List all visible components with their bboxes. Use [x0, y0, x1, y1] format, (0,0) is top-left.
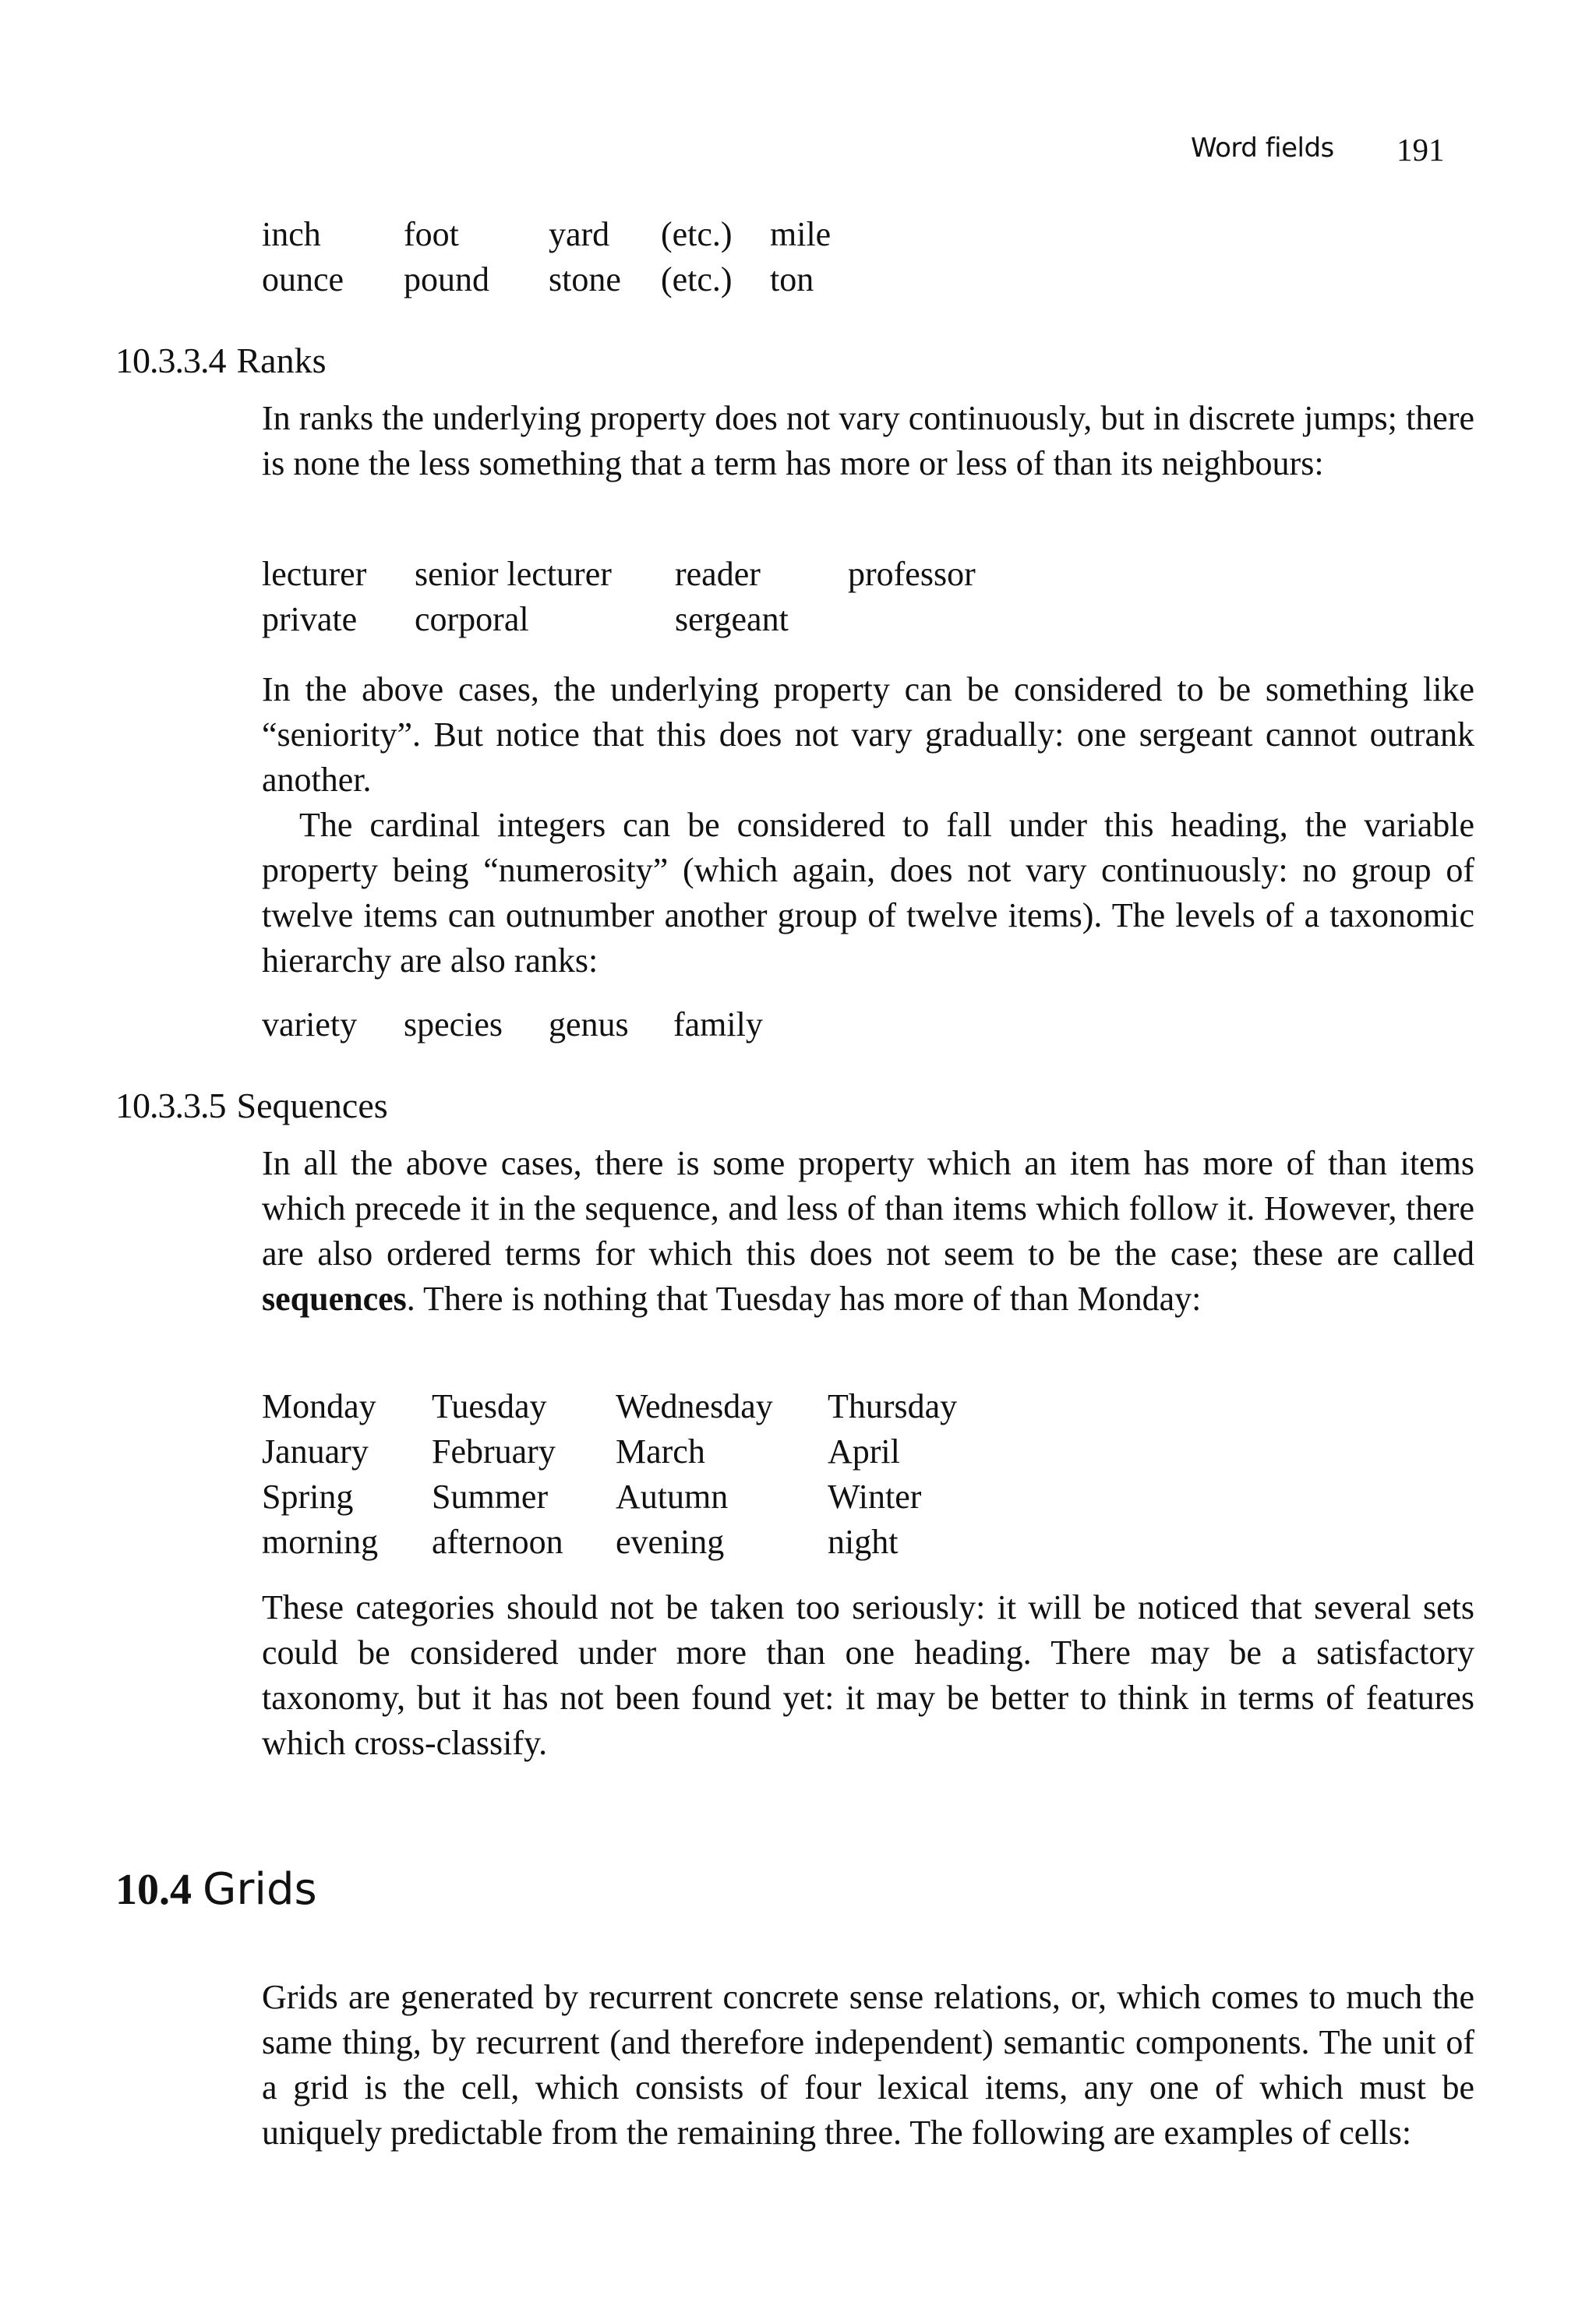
section-number: 10.4	[115, 1866, 192, 1914]
ranks-paragraph-3: The cardinal integers can be considered to fall under this heading, the variable property being “numerosity” (which again, does not vary continuously: no group of twelve items can outnumber another group of twelve items). The levels of a taxonomic hierarchy are also ranks:	[262, 806, 1474, 980]
list-item: evening	[616, 1523, 725, 1561]
list-item: species	[404, 1005, 503, 1044]
list-item: ounce	[262, 260, 344, 298]
list-item: Summer	[432, 1478, 549, 1516]
section-title: Grids	[203, 1864, 317, 1915]
list-item: senior lecturer	[415, 555, 612, 593]
list-item: March	[616, 1432, 705, 1471]
subsection-number: 10.3.3.4	[115, 341, 226, 380]
list-item: morning	[262, 1523, 379, 1561]
list-item: foot	[404, 215, 459, 253]
list-item: variety	[262, 1005, 358, 1044]
list-item: genus	[549, 1005, 629, 1044]
list-item: (etc.)	[661, 215, 733, 253]
subsection-title: Sequences	[236, 1086, 388, 1125]
section-heading-grids	[115, 1864, 317, 1915]
sequences-text: . There is nothing that Tuesday has more of than Monday:	[406, 1280, 1202, 1318]
sequences-text: In all the above cases, there is some property which an item has more of than items which precede it in the sequence, and less of than items which follow it. However, there are also ordered terms for which this does not seem to be the case; these are called	[262, 1144, 1474, 1273]
list-item: Monday	[262, 1387, 376, 1425]
list-item: Thursday	[828, 1387, 958, 1425]
list-item: April	[828, 1432, 900, 1471]
list-item: yard	[549, 215, 610, 253]
sequences-paragraph-1	[262, 1141, 1474, 1322]
list-item: February	[432, 1432, 556, 1471]
list-item: night	[828, 1523, 899, 1561]
list-item: Tuesday	[432, 1387, 547, 1425]
list-item: family	[673, 1005, 763, 1044]
subsection-number: 10.3.3.5	[115, 1086, 226, 1125]
subsection-heading-ranks	[115, 340, 327, 381]
list-item: private	[262, 600, 358, 638]
list-item: ton	[770, 260, 814, 298]
list-item: inch	[262, 215, 321, 253]
subsection-title: Ranks	[236, 341, 327, 380]
list-item: stone	[549, 260, 621, 298]
list-item: lecturer	[262, 555, 367, 593]
sequences-paragraph-2: These categories should not be taken too seriously: it will be noticed that several sets could be considered under more than one heading. There may be a satisfactory taxonomy, but it has not been found yet: it may be better to think in terms of features which cross-classify.	[262, 1588, 1474, 1762]
ranks-paragraph-2: In the above cases, the underlying property can be considered to be something like “seniority”. But notice that this does not vary gradually: one sergeant cannot outrank another.	[262, 670, 1474, 799]
list-item: (etc.)	[661, 260, 733, 298]
ranks-paragraph-1: In ranks the underlying property does not vary continuously, but in discrete jumps; there is none the less something that a term has more or less of than its neighbours:	[262, 399, 1474, 482]
list-item: professor	[848, 555, 976, 593]
running-title: Word fields	[1191, 132, 1334, 164]
list-item: afternoon	[432, 1523, 563, 1561]
list-item: mile	[770, 215, 832, 253]
list-item: Spring	[262, 1478, 354, 1516]
list-item: pound	[404, 260, 489, 298]
list-item: reader	[675, 555, 761, 593]
list-item: January	[262, 1432, 369, 1471]
list-item: Autumn	[616, 1478, 729, 1516]
list-item: sergeant	[675, 600, 789, 638]
list-item: Wednesday	[616, 1387, 773, 1425]
list-item: Winter	[828, 1478, 922, 1516]
subsection-heading-sequences	[115, 1085, 388, 1126]
grids-paragraph-1: Grids are generated by recurrent concrete sense relations, or, which comes to much the same thing, by recurrent (and therefore independent) semantic components. The unit of a grid is the cell, which consists of four lexical items, any one of which must be uniquely predictable from the remaining three. The following are examples of cells:	[262, 1978, 1474, 2152]
list-item: corporal	[415, 600, 529, 638]
page-number: 191	[1396, 132, 1445, 168]
term-sequences: sequences	[262, 1280, 407, 1318]
